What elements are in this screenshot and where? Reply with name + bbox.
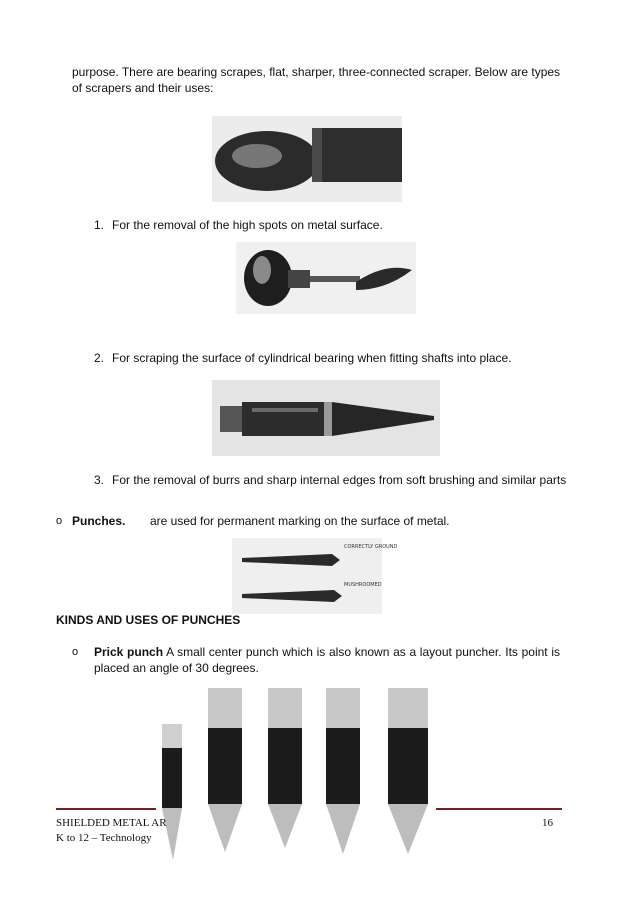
scraper-item-2-number: 2. bbox=[94, 351, 105, 365]
scraper-item-3-text: For the removal of burrs and sharp internal edges from soft brushing and similar parts bbox=[112, 473, 567, 487]
prick-punch-text: A small center punch which is also known as a layout puncher. Its point is placed an angle of 30 degrees. bbox=[94, 645, 560, 675]
hook-scraper-image bbox=[236, 242, 416, 314]
scraper-item-1-text: For the removal of the high spots on metal surface. bbox=[112, 218, 383, 232]
intro-paragraph: purpose. There are bearing scrapes, flat, sharper, three-connected scraper. Below are types of scrapers and their uses: bbox=[72, 65, 561, 95]
scraper-handle-image bbox=[212, 116, 402, 202]
center-punch-set-image bbox=[156, 684, 436, 864]
punches-bullet: o bbox=[56, 515, 63, 527]
scraper-item-1-number: 1. bbox=[94, 218, 105, 232]
page-number: 16 bbox=[542, 817, 553, 829]
footer-rule-left bbox=[56, 808, 156, 810]
punches-term: Punches. bbox=[72, 514, 126, 528]
footer-subtitle: K to 12 – Technology bbox=[56, 832, 152, 844]
triangular-scraper-image bbox=[212, 380, 440, 456]
footer-rule-right bbox=[436, 808, 562, 810]
footer-title: SHIELDED METAL AR bbox=[56, 817, 167, 829]
punch-comparison-image bbox=[232, 538, 398, 614]
punches-text: are used for permanent marking on the surface of metal. bbox=[150, 514, 450, 528]
prick-punch-paragraph bbox=[94, 644, 560, 676]
prick-punch-bullet: o bbox=[72, 646, 79, 658]
section-heading: KINDS AND USES OF PUNCHES bbox=[56, 613, 241, 627]
scraper-item-2-text: For scraping the surface of cylindrical bearing when fitting shafts into place. bbox=[112, 351, 512, 365]
prick-punch-term: Prick punch bbox=[94, 645, 164, 659]
mushroomed-label: MUSHROOMED bbox=[344, 582, 382, 588]
scraper-item-3-number: 3. bbox=[94, 473, 105, 487]
correctly-ground-label: CORRECTLY GROUND bbox=[344, 544, 398, 550]
